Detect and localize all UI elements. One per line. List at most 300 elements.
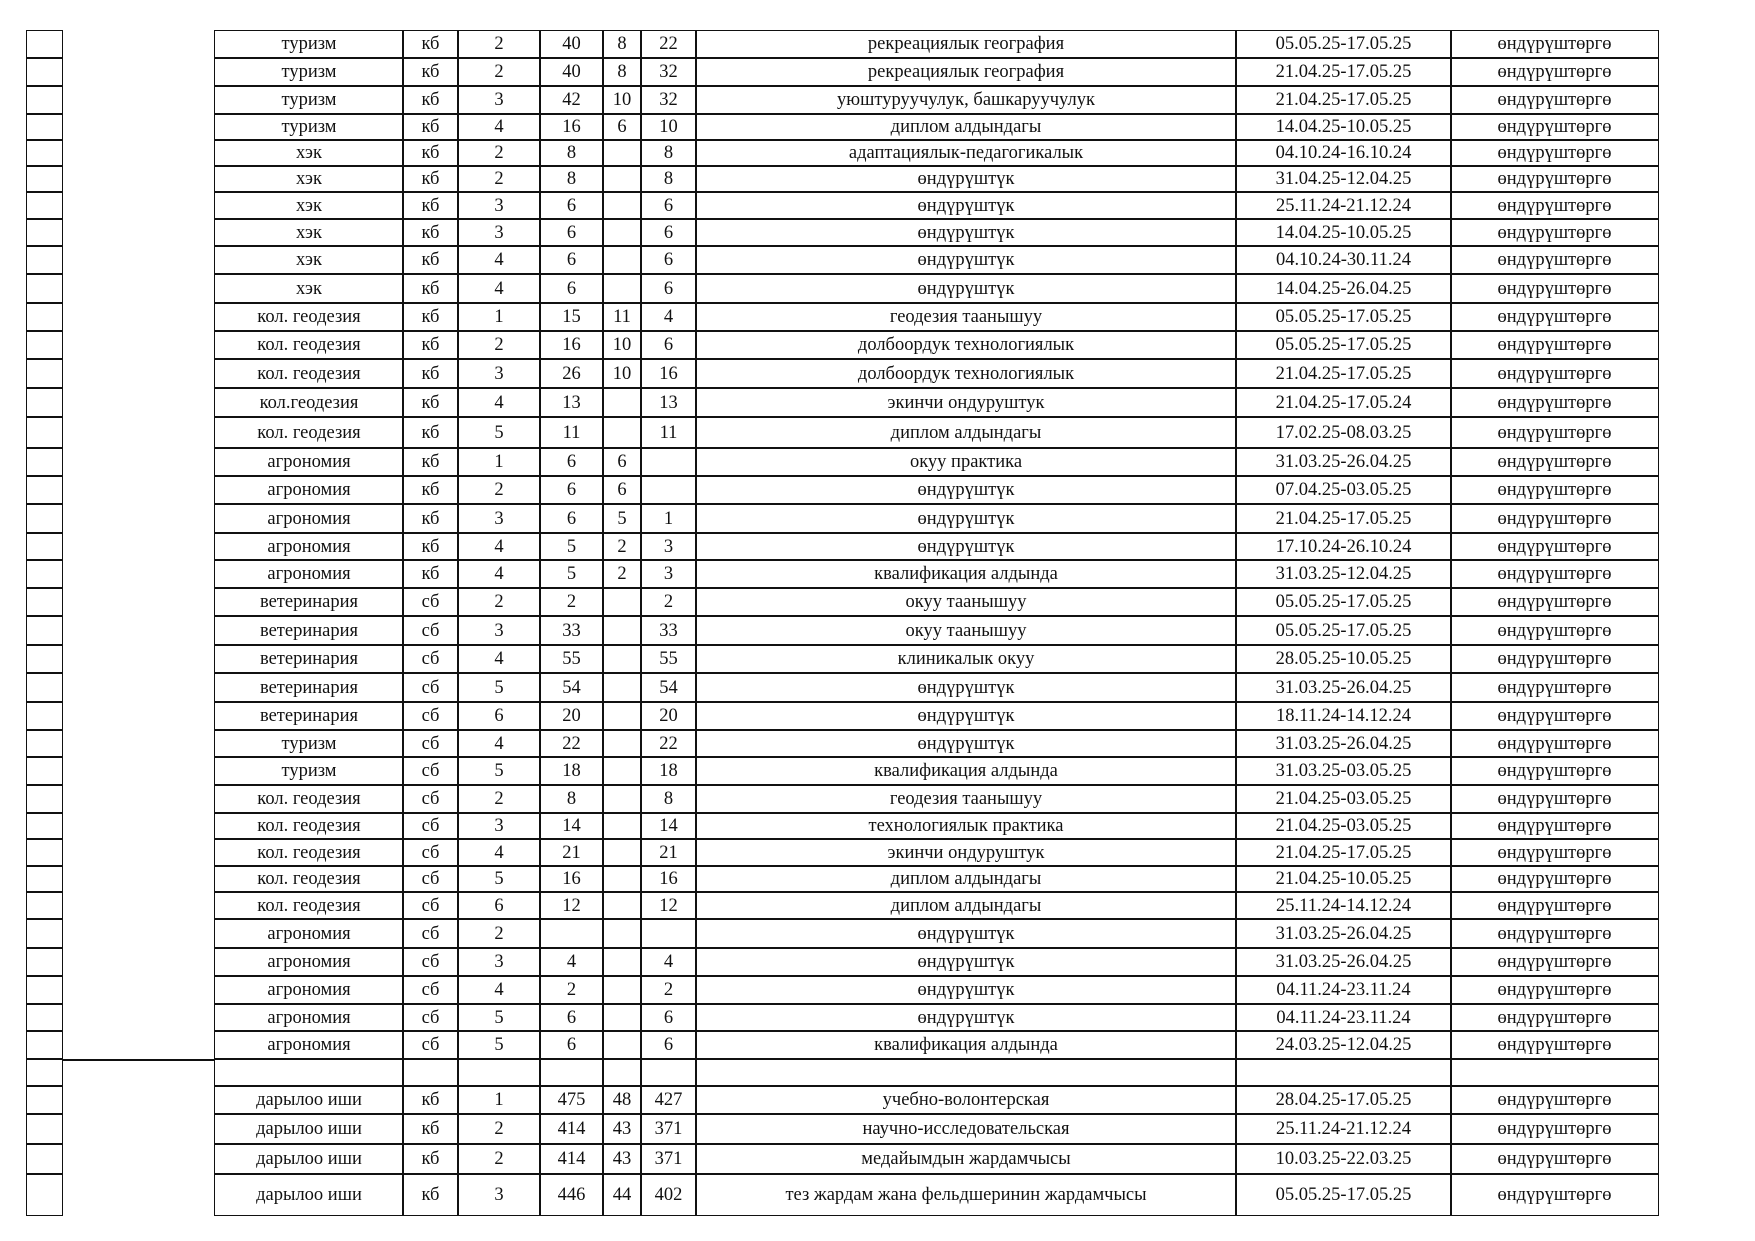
cell-num (26, 673, 63, 702)
cell-text: 10 (612, 335, 632, 356)
cell-text: сб (421, 895, 440, 916)
cell-budget (602, 331, 642, 359)
cell-num (26, 813, 63, 839)
cell-form (402, 504, 459, 533)
cell-text: 4 (494, 392, 504, 413)
cell-num (26, 730, 63, 757)
cell-budget (602, 166, 642, 192)
cell-course (457, 785, 541, 813)
cell-text: 31.04.25-12.04.25 (1275, 169, 1412, 190)
cell-contract (640, 58, 697, 86)
cell-text: сб (421, 816, 440, 837)
cell-text: 6 (663, 1007, 674, 1028)
cell-text: 32 (659, 90, 678, 111)
cell-text: 6 (617, 480, 627, 501)
cell-contract (640, 588, 697, 616)
cell-text: ветеринария (259, 620, 359, 641)
cell-course (457, 448, 541, 476)
cell-course (457, 1004, 541, 1031)
cell-text: 4 (494, 564, 504, 585)
cell-contract (640, 140, 697, 166)
table-row (27, 702, 1658, 730)
cell-budget (602, 359, 642, 388)
cell-total (539, 533, 604, 560)
cell-place (1450, 616, 1659, 645)
cell-text: экинчи ондуруштук (887, 392, 1045, 413)
cell-text: кол. геодезия (257, 816, 361, 837)
cell-text: 31.03.25-26.04.25 (1275, 733, 1412, 754)
cell-spec (214, 166, 404, 192)
cell-text: өндүрүштөргө (1497, 1149, 1612, 1170)
cell-spec (214, 30, 404, 58)
cell-text: 21.04.25-10.05.25 (1275, 869, 1412, 890)
cell-course (457, 813, 541, 839)
cell-text: кб (421, 1149, 440, 1170)
cell-total (539, 976, 604, 1004)
cell-place (1450, 448, 1659, 476)
cell-text: ветеринария (259, 677, 359, 698)
cell-total (539, 813, 604, 839)
cell-text: сб (421, 842, 440, 863)
cell-text: өндүрүштөргө (1497, 117, 1612, 138)
cell-form (402, 976, 459, 1004)
cell-text: 16 (562, 117, 581, 138)
cell-text: өндүрүштөргө (1497, 335, 1612, 356)
cell-form (402, 448, 459, 476)
cell-text: 3 (663, 564, 674, 585)
cell-text: 05.05.25-17.05.25 (1275, 34, 1412, 55)
cell-contract (640, 1004, 697, 1031)
cell-spec (214, 58, 404, 86)
cell-place (1450, 785, 1659, 813)
cell-text: кб (421, 62, 440, 83)
cell-text: 31.03.25-26.04.25 (1275, 923, 1412, 944)
cell-text: хэк (296, 250, 322, 271)
cell-total (539, 785, 604, 813)
cell-course (457, 359, 541, 388)
cell-budget (602, 1174, 642, 1216)
cell-text: кб (421, 169, 440, 190)
cell-text: 18 (562, 761, 581, 782)
cell-text: 5 (566, 536, 577, 557)
cell-text: 40 (562, 34, 581, 55)
cell-text: 11 (613, 307, 631, 328)
cell-num (26, 560, 63, 588)
cell-dates (1235, 1114, 1452, 1144)
cell-course (457, 839, 541, 866)
cell-text: өндүрүштөргө (1497, 564, 1612, 585)
cell-practice (695, 533, 1237, 560)
cell-num (26, 892, 63, 919)
cell-total (539, 1144, 604, 1174)
cell-practice (695, 976, 1237, 1004)
cell-spec (214, 448, 404, 476)
cell-text: 2 (494, 592, 504, 613)
cell-contract (640, 476, 697, 504)
cell-text: 4 (494, 842, 504, 863)
cell-num (26, 140, 63, 166)
cell-course (457, 948, 541, 976)
cell-dates (1235, 1144, 1452, 1174)
cell-place (1450, 839, 1659, 866)
cell-text: 5 (566, 564, 577, 585)
cell-contract (640, 616, 697, 645)
cell-practice (695, 86, 1237, 114)
cell-place (1450, 246, 1659, 274)
cell-course (457, 892, 541, 919)
cell-place (1450, 588, 1659, 616)
cell-text: сб (421, 677, 440, 698)
cell-text: өндүрүштөргө (1497, 649, 1612, 670)
cell-form (402, 476, 459, 504)
cell-text: 22 (562, 733, 581, 754)
cell-text: кб (421, 34, 440, 55)
cell-contract (640, 246, 697, 274)
cell-text: кб (421, 195, 440, 216)
cell-course (457, 192, 541, 219)
cell-budget (602, 1059, 642, 1086)
cell-text: 6 (494, 706, 504, 727)
cell-practice (695, 839, 1237, 866)
cell-text: 3 (494, 952, 504, 973)
table-row (27, 192, 1658, 219)
cell-form (402, 1059, 459, 1086)
cell-contract (640, 702, 697, 730)
cell-text: кол.геодезия (259, 392, 359, 413)
cell-course (457, 30, 541, 58)
cell-contract (640, 1174, 697, 1216)
cell-text: 2 (494, 169, 504, 190)
cell-place (1450, 919, 1659, 948)
cell-budget (602, 219, 642, 246)
cell-text: өндүрүштөргө (1497, 677, 1612, 698)
cell-course (457, 645, 541, 673)
cell-place (1450, 388, 1659, 417)
cell-text: 10.03.25-22.03.25 (1275, 1149, 1412, 1170)
cell-text: 6 (663, 222, 674, 243)
cell-dates (1235, 246, 1452, 274)
cell-text: 04.10.24-30.11.24 (1276, 250, 1411, 271)
cell-text: өндүрүштөргө (1497, 34, 1612, 55)
cell-text: 8 (663, 169, 674, 190)
cell-total (539, 1174, 604, 1216)
cell-contract (640, 645, 697, 673)
cell-dates (1235, 114, 1452, 140)
cell-text: кб (421, 363, 440, 384)
cell-spec (214, 948, 404, 976)
cell-text: 6 (617, 117, 627, 138)
cell-place (1450, 1174, 1659, 1216)
table-row (27, 30, 1658, 58)
table-row (27, 246, 1658, 274)
cell-dates (1235, 588, 1452, 616)
cell-budget (602, 533, 642, 560)
cell-budget (602, 114, 642, 140)
cell-text: сб (421, 1007, 440, 1028)
cell-text: туризм (281, 761, 337, 782)
cell-text: 10 (612, 90, 632, 111)
cell-budget (602, 976, 642, 1004)
cell-text: кол. геодезия (257, 307, 361, 328)
cell-practice (695, 359, 1237, 388)
cell-text: өндүрүштүк (917, 980, 1015, 1001)
cell-text: өндүрүштөргө (1497, 90, 1612, 111)
cell-dates (1235, 919, 1452, 948)
cell-text: өндүрүштөргө (1497, 895, 1612, 916)
cell-text: өндүрүштөргө (1497, 452, 1612, 473)
cell-total (539, 1086, 604, 1114)
cell-practice (695, 673, 1237, 702)
cell-text: кб (421, 480, 440, 501)
cell-text: 48 (612, 1090, 632, 1111)
cell-budget (602, 1086, 642, 1114)
cell-num (26, 476, 63, 504)
cell-text: 5 (494, 422, 504, 443)
cell-place (1450, 892, 1659, 919)
cell-contract (640, 448, 697, 476)
cell-text: кб (421, 250, 440, 271)
cell-practice (695, 219, 1237, 246)
cell-budget (602, 448, 642, 476)
cell-text: 54 (562, 677, 581, 698)
cell-text: окуу практика (909, 452, 1023, 473)
practice-schedule-table (27, 30, 1658, 1216)
cell-text: 4 (494, 649, 504, 670)
cell-contract (640, 976, 697, 1004)
cell-practice (695, 813, 1237, 839)
cell-text: 6 (566, 1007, 577, 1028)
cell-practice (695, 785, 1237, 813)
cell-form (402, 1174, 459, 1216)
cell-text: туризм (281, 733, 337, 754)
cell-text: 5 (617, 508, 627, 529)
cell-text: 4 (663, 952, 674, 973)
cell-contract (640, 866, 697, 892)
cell-budget (602, 757, 642, 785)
cell-text: 3 (494, 620, 504, 641)
cell-course (457, 166, 541, 192)
cell-place (1450, 30, 1659, 58)
cell-text: геодезия таанышуу (889, 307, 1043, 328)
cell-practice (695, 114, 1237, 140)
cell-text: 28.04.25-17.05.25 (1275, 1090, 1412, 1111)
cell-text: 14 (562, 816, 581, 837)
cell-contract (640, 560, 697, 588)
table-row (27, 1086, 1658, 1114)
cell-form (402, 839, 459, 866)
cell-text: 8 (617, 62, 627, 83)
cell-total (539, 730, 604, 757)
cell-text: диплом алдындагы (890, 895, 1042, 916)
cell-text: өндүрүштүк (917, 733, 1015, 754)
cell-text: ветеринария (259, 592, 359, 613)
cell-total (539, 560, 604, 588)
cell-place (1450, 192, 1659, 219)
cell-course (457, 246, 541, 274)
cell-text: өндүрүштөргө (1497, 789, 1612, 810)
cell-text: 5 (494, 1035, 504, 1056)
cell-place (1450, 730, 1659, 757)
cell-text: 2 (663, 592, 674, 613)
cell-text: 475 (557, 1090, 586, 1111)
cell-total (539, 645, 604, 673)
cell-text: 4 (494, 117, 504, 138)
cell-text: 05.05.25-17.05.25 (1275, 1185, 1412, 1206)
cell-contract (640, 1144, 697, 1174)
cell-text: рекреациялык география (867, 62, 1065, 83)
cell-spec (214, 588, 404, 616)
cell-text: научно-исследовательская (862, 1119, 1070, 1140)
cell-practice (695, 757, 1237, 785)
cell-text: өндүрүштүк (917, 278, 1015, 299)
cell-course (457, 1059, 541, 1086)
cell-text: 16 (562, 335, 581, 356)
cell-total (539, 948, 604, 976)
cell-text: агрономия (267, 564, 351, 585)
cell-text: 427 (654, 1090, 683, 1111)
cell-spec (214, 1059, 404, 1086)
cell-num (26, 757, 63, 785)
cell-place (1450, 166, 1659, 192)
cell-form (402, 1004, 459, 1031)
table-row (27, 388, 1658, 417)
table-row (27, 588, 1658, 616)
cell-place (1450, 1144, 1659, 1174)
cell-dates (1235, 274, 1452, 303)
cell-text: 55 (562, 649, 581, 670)
cell-text: 16 (562, 869, 581, 890)
cell-text: өндүрүштөргө (1497, 1090, 1612, 1111)
cell-dates (1235, 813, 1452, 839)
cell-contract (640, 192, 697, 219)
cell-form (402, 219, 459, 246)
cell-text: 2 (566, 592, 577, 613)
cell-practice (695, 58, 1237, 86)
cell-text: адаптациялык-педагогикалык (848, 143, 1084, 164)
cell-text: 6 (494, 895, 504, 916)
cell-text: 4 (494, 733, 504, 754)
cell-text: хэк (296, 195, 322, 216)
cell-text: 15 (562, 307, 581, 328)
cell-place (1450, 1059, 1659, 1086)
cell-dates (1235, 476, 1452, 504)
separator-row (27, 1059, 1658, 1086)
cell-place (1450, 274, 1659, 303)
cell-text: дарылоо иши (256, 1185, 362, 1206)
cell-text: 4 (663, 307, 674, 328)
cell-spec (214, 892, 404, 919)
cell-budget (602, 948, 642, 976)
cell-text: кб (421, 117, 440, 138)
cell-text: өндүрүштөргө (1497, 62, 1612, 83)
cell-place (1450, 417, 1659, 448)
cell-spec (214, 1086, 404, 1114)
cell-spec (214, 359, 404, 388)
cell-dates (1235, 30, 1452, 58)
cell-spec (214, 839, 404, 866)
cell-budget (602, 866, 642, 892)
cell-text: 21.04.25-17.05.25 (1275, 363, 1412, 384)
cell-num (26, 1114, 63, 1144)
cell-text: кол. геодезия (257, 363, 361, 384)
cell-num (26, 58, 63, 86)
cell-course (457, 1144, 541, 1174)
cell-text: 3 (494, 508, 504, 529)
cell-form (402, 331, 459, 359)
cell-text: 44 (612, 1185, 632, 1206)
cell-total (539, 702, 604, 730)
cell-text: 22 (659, 34, 678, 55)
cell-text: 1 (494, 307, 504, 328)
cell-text: квалификация алдында (874, 564, 1058, 585)
table-row (27, 219, 1658, 246)
cell-contract (640, 813, 697, 839)
cell-course (457, 504, 541, 533)
cell-practice (695, 866, 1237, 892)
cell-place (1450, 1086, 1659, 1114)
cell-practice (695, 1174, 1237, 1216)
cell-course (457, 58, 541, 86)
table-row (27, 140, 1658, 166)
cell-text: 6 (617, 452, 627, 473)
cell-num (26, 1144, 63, 1174)
cell-budget (602, 919, 642, 948)
cell-text: 54 (659, 677, 678, 698)
cell-spec (214, 303, 404, 331)
cell-dates (1235, 785, 1452, 813)
cell-num (26, 976, 63, 1004)
cell-text: хэк (296, 169, 322, 190)
table-row (27, 1031, 1658, 1059)
cell-text: сб (421, 620, 440, 641)
cell-place (1450, 866, 1659, 892)
cell-course (457, 1174, 541, 1216)
cell-practice (695, 388, 1237, 417)
cell-total (539, 303, 604, 331)
cell-course (457, 533, 541, 560)
cell-place (1450, 702, 1659, 730)
cell-text: 24.03.25-12.04.25 (1275, 1035, 1412, 1056)
cell-text: өндүрүштөргө (1497, 222, 1612, 243)
cell-text: 4 (494, 278, 504, 299)
cell-text: 20 (562, 706, 581, 727)
cell-dates (1235, 219, 1452, 246)
cell-budget (602, 476, 642, 504)
cell-place (1450, 303, 1659, 331)
cell-text: 43 (612, 1149, 632, 1170)
table-row (27, 976, 1658, 1004)
cell-contract (640, 1086, 697, 1114)
cell-text: өндүрүштөргө (1497, 923, 1612, 944)
cell-text: 8 (566, 789, 577, 810)
cell-total (539, 1031, 604, 1059)
cell-text: 1 (494, 1090, 504, 1111)
cell-num (26, 246, 63, 274)
cell-text: 04.10.24-16.10.24 (1275, 143, 1412, 164)
cell-text: 6 (566, 278, 577, 299)
cell-course (457, 673, 541, 702)
cell-text: кб (421, 278, 440, 299)
cell-text: 43 (612, 1119, 632, 1140)
cell-form (402, 730, 459, 757)
cell-text: 2 (494, 62, 504, 83)
cell-form (402, 892, 459, 919)
cell-text: өндүрүштүк (917, 250, 1015, 271)
cell-budget (602, 303, 642, 331)
cell-text: кб (421, 1185, 440, 1206)
cell-text: 05.05.25-17.05.25 (1275, 592, 1412, 613)
cell-dates (1235, 417, 1452, 448)
